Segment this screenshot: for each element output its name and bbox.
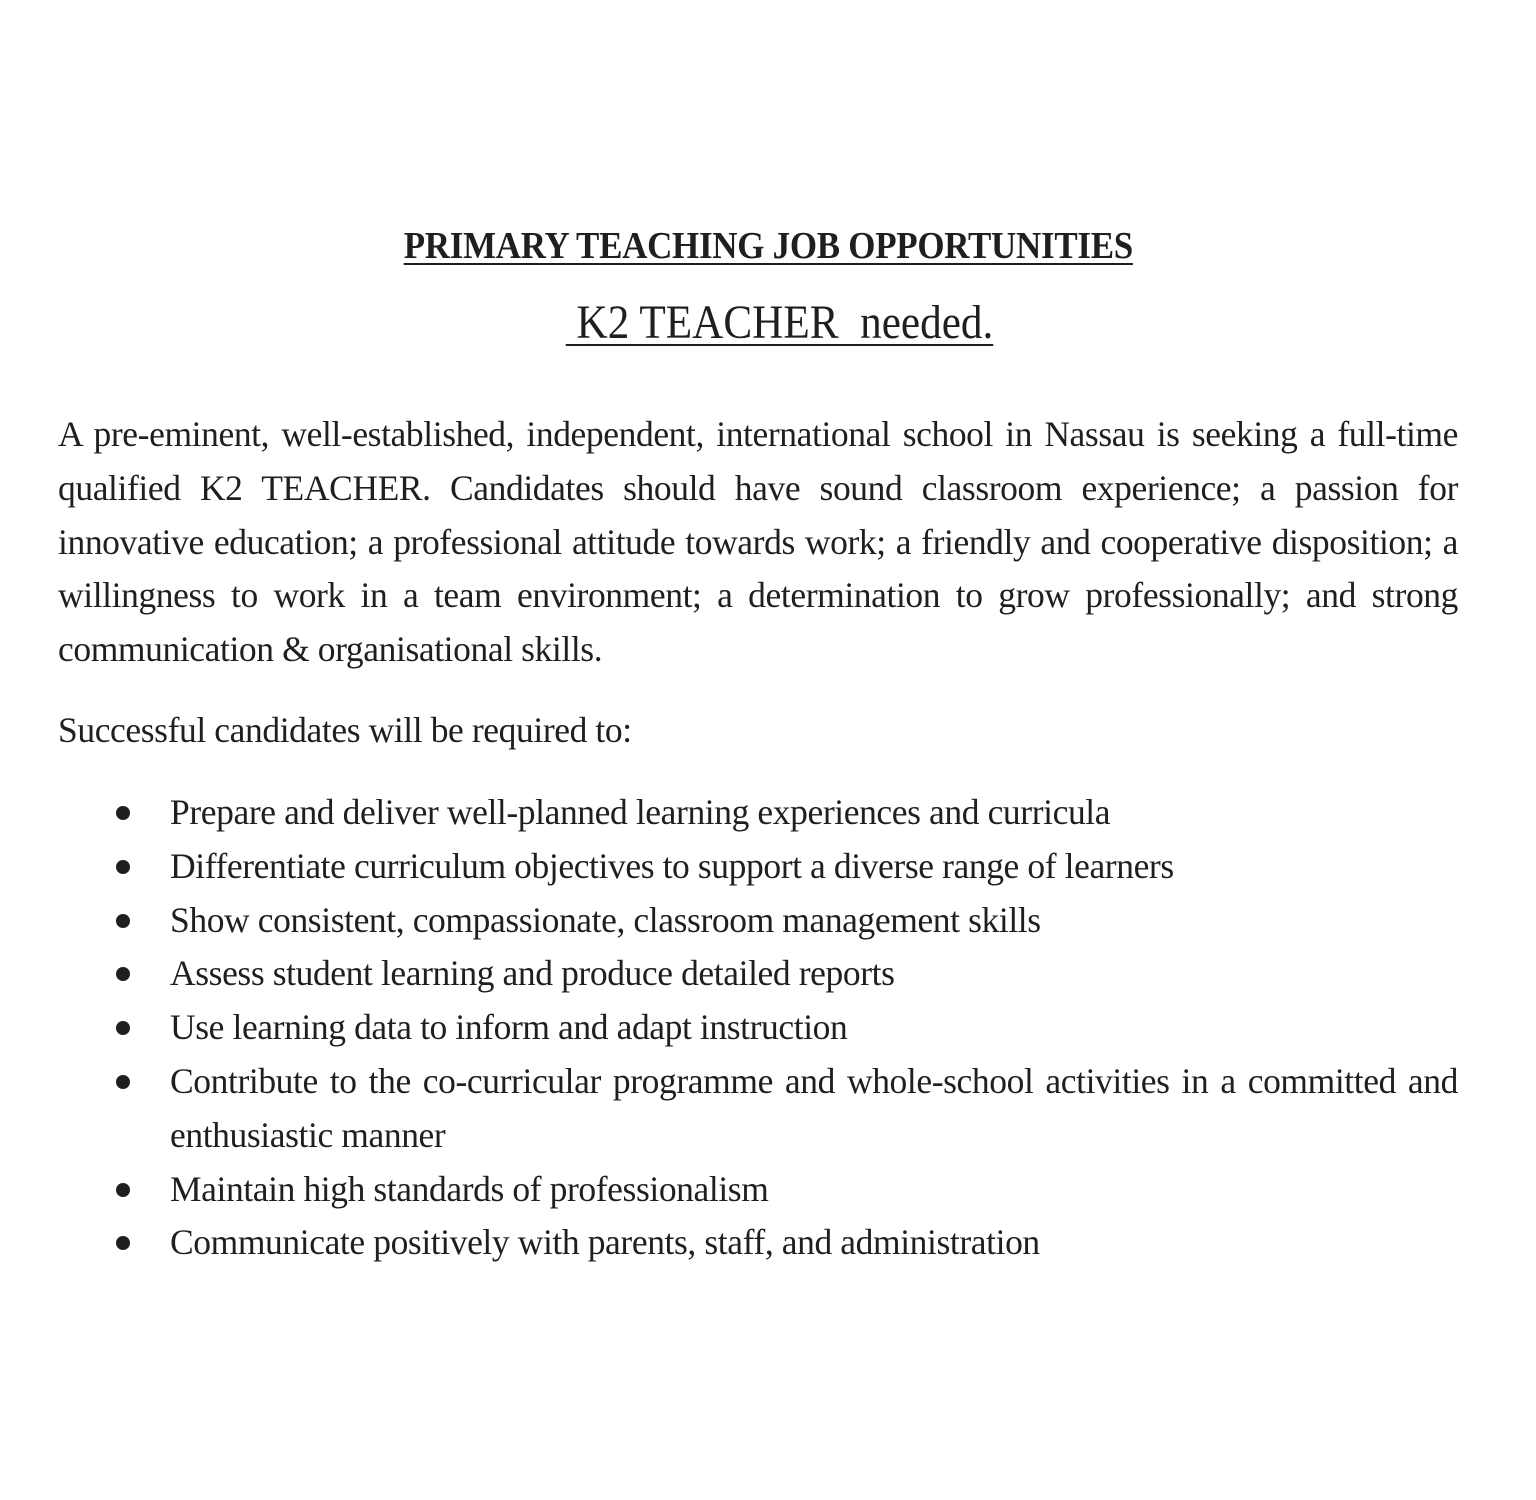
bullet-icon: [116, 1075, 130, 1089]
bullet-icon: [116, 1021, 130, 1035]
list-item-text: Assess student learning and produce detailed reports: [170, 953, 895, 994]
list-item-text: Prepare and deliver well-planned learning experiences and curricula: [170, 792, 1111, 832]
position-title: [0, 292, 1536, 354]
list-item-text: Maintain high standards of professionalism: [170, 1168, 769, 1209]
list-item: [58, 840, 1458, 894]
bullet-icon: [116, 806, 130, 820]
list-item-text: Communicate positively with parents, staff, and administration: [170, 1222, 1040, 1263]
page-title-text: PRIMARY TEACHING JOB OPPORTUNITIES: [403, 225, 1133, 267]
duties-list: [58, 786, 1458, 1270]
list-item: [58, 786, 1458, 840]
bullet-icon: [116, 914, 130, 928]
list-item-text: Use learning data to inform and adapt instruction: [170, 1007, 848, 1048]
position-title-text: K2 TEACHER needed.: [566, 296, 994, 349]
list-item: [58, 947, 1458, 1001]
list-item-text: Contribute to the co-curricular programme and whole-school activities in a committed and enthusiastic manner: [170, 1060, 1458, 1155]
list-item: [58, 1163, 1458, 1217]
list-item-text: Differentiate curriculum objectives to support a diverse range of learners: [170, 845, 1174, 886]
page-title: [0, 222, 1536, 270]
bullet-icon: [116, 1183, 130, 1197]
bullet-icon: [116, 860, 130, 874]
list-item: [58, 1055, 1458, 1163]
list-item: [58, 894, 1458, 948]
list-item: [58, 1216, 1458, 1270]
list-item-text: Show consistent, compassionate, classroom management skills: [170, 899, 1041, 940]
bullet-icon: [116, 1236, 130, 1250]
requirements-lead: Successful candidates will be required to:: [58, 710, 632, 750]
list-item: [58, 1001, 1458, 1055]
intro-paragraph: A pre-eminent, well-established, independent, international school in Nassau is seeking a full-time qualified K2 TEACHER. Candidates should have sound classroom experience; a passion for innovative education; a professional attitude towards work; a friendly and cooperative disposition; a willingness to work in a team environment; a determination to grow professionally; and strong communication & organisational skills.: [58, 414, 1458, 670]
bullet-icon: [116, 967, 130, 981]
